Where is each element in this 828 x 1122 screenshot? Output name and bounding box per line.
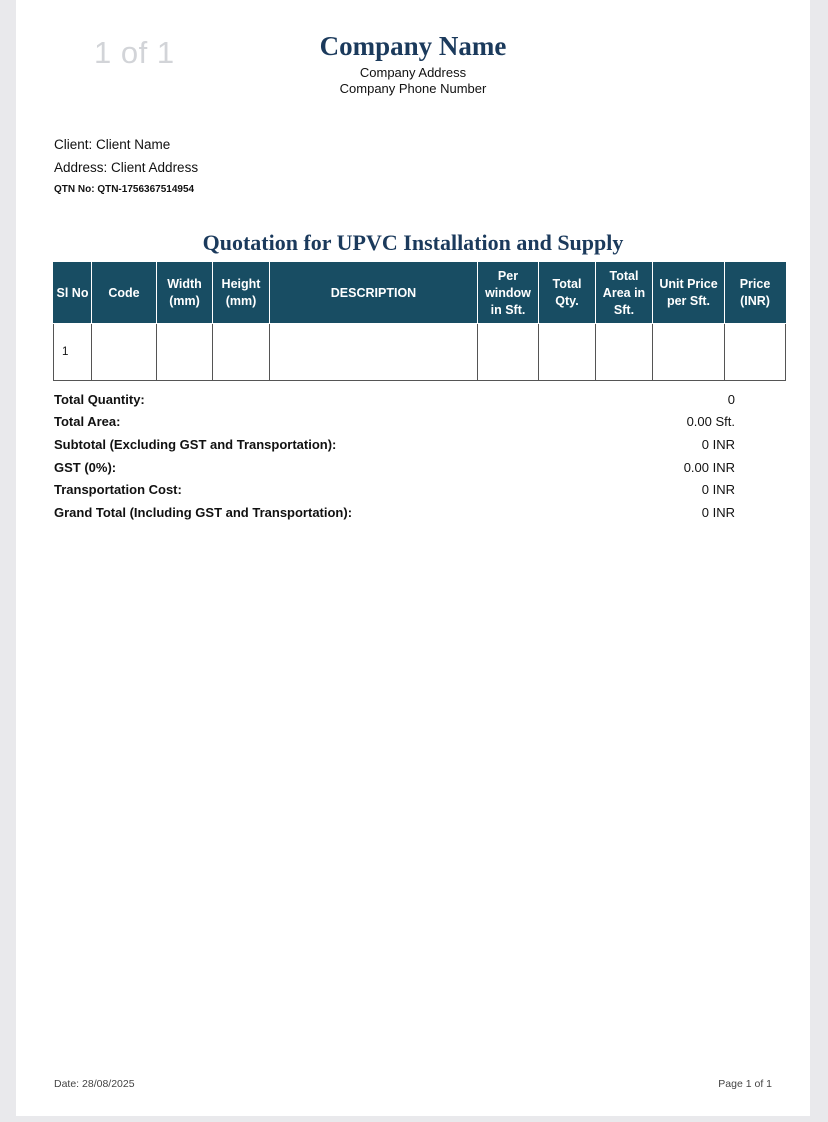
footer-date: Date: 28/08/2025 xyxy=(54,1078,135,1090)
header-unit-price: Unit Price per Sft. xyxy=(653,263,725,324)
total-area-value: 0.00 Sft. xyxy=(686,414,735,429)
header-price: Price (INR) xyxy=(725,263,786,324)
items-table xyxy=(53,262,786,381)
header-height: Height (mm) xyxy=(213,263,270,324)
footer-page-number: Page 1 of 1 xyxy=(718,1078,772,1090)
cell-description xyxy=(270,324,478,381)
table-header-row xyxy=(54,263,786,324)
cell-price xyxy=(725,324,786,381)
quotation-number: QTN No: QTN-1756367514954 xyxy=(54,184,195,195)
quotation-page xyxy=(16,0,810,1116)
transport-cost-label: Transportation Cost: xyxy=(54,482,182,497)
header-description: DESCRIPTION xyxy=(270,263,478,324)
client-address: Address: Client Address xyxy=(54,160,199,175)
total-quantity-value: 0 xyxy=(727,392,735,407)
total-quantity-label: Total Quantity: xyxy=(54,392,145,407)
cell-sl-no: 1 xyxy=(54,324,92,381)
page-counter: 1 of 1 xyxy=(94,35,175,70)
cell-height xyxy=(213,324,270,381)
subtotal-value: 0 INR xyxy=(701,437,735,452)
total-area-label: Total Area: xyxy=(54,414,121,429)
header-total-area: Total Area in Sft. xyxy=(596,263,653,324)
gst-value: 0.00 INR xyxy=(683,460,735,475)
client-name: Client: Client Name xyxy=(54,137,171,152)
company-address: Company Address xyxy=(359,65,467,80)
company-phone: Company Phone Number xyxy=(339,81,487,96)
header-code: Code xyxy=(92,263,157,324)
grand-total-value: 0 INR xyxy=(701,505,735,520)
cell-unit-price xyxy=(653,324,725,381)
header-sl-no: Sl No xyxy=(54,263,92,324)
transport-cost-value: 0 INR xyxy=(701,482,735,497)
grand-total-label: Grand Total (Including GST and Transportation): xyxy=(54,505,353,520)
cell-width xyxy=(157,324,213,381)
cell-total-area xyxy=(596,324,653,381)
cell-total-qty xyxy=(539,324,596,381)
cell-per-window xyxy=(478,324,539,381)
gst-label: GST (0%): xyxy=(54,460,117,475)
header-per-window: Per window in Sft. xyxy=(478,263,539,324)
company-name: Company Name xyxy=(319,31,507,61)
table-row xyxy=(54,324,786,381)
quotation-title: Quotation for UPVC Installation and Supply xyxy=(202,230,624,255)
cell-code xyxy=(92,324,157,381)
header-total-qty: Total Qty. xyxy=(539,263,596,324)
subtotal-label: Subtotal (Excluding GST and Transportation): xyxy=(54,437,337,452)
header-width: Width (mm) xyxy=(157,263,213,324)
